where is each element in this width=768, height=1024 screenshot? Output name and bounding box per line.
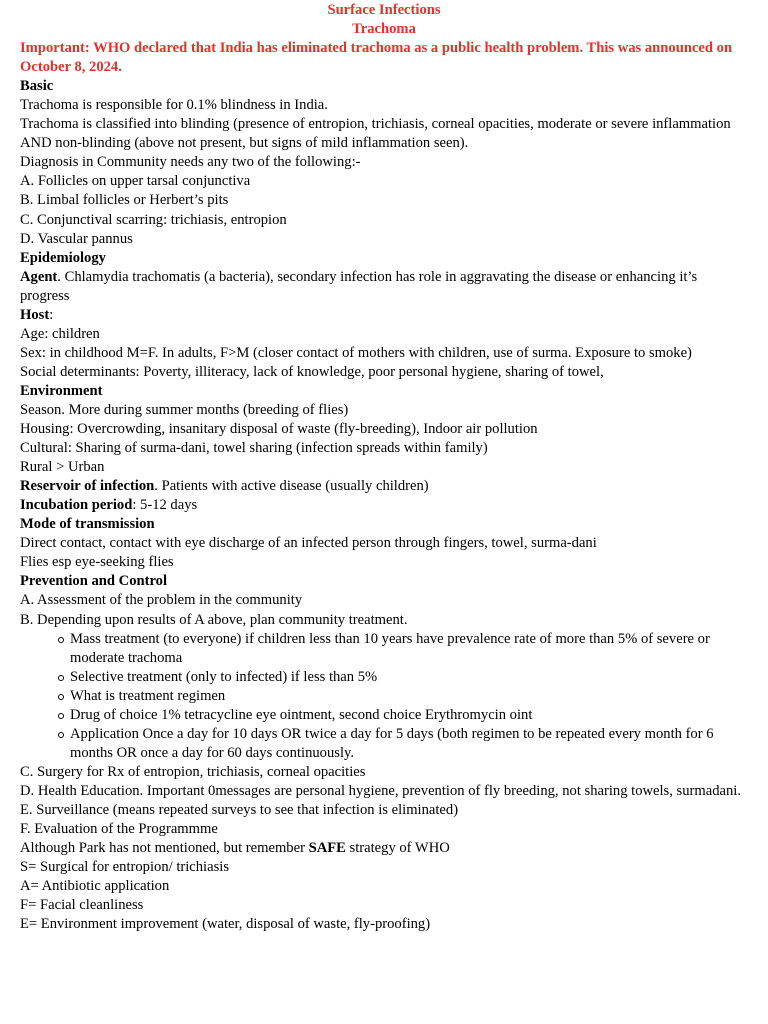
environment-line: Cultural: Sharing of surma-dani, towel sharing (infection spreads within family) <box>20 440 488 457</box>
prevention-line: E. Surveillance (means repeated surveys to see that infection is eliminated) <box>20 801 459 818</box>
safe-line: A= Antibiotic application <box>20 878 170 895</box>
prevention-line: B. Depending upon results of A above, plan community treatment. <box>20 611 408 628</box>
safe-suffix: strategy of WHO <box>345 840 450 857</box>
agent-label: Agent <box>20 268 58 285</box>
list-item: What is treatment regimen <box>70 687 748 706</box>
reservoir-label: Reservoir of infection <box>20 478 155 495</box>
basic-line: C. Conjunctival scarring: trichiasis, entropion <box>20 211 287 228</box>
reservoir-text: . Patients with active disease (usually children) <box>154 478 429 495</box>
transmission-line: Direct contact, contact with eye discharge of an infected person through fingers, towel, surma-dani <box>20 535 597 552</box>
host-line: Social determinants: Poverty, illiteracy, lack of knowledge, poor personal hygiene, sharing of towel, <box>20 363 604 380</box>
prevention-line: C. Surgery for Rx of entropion, trichiasis, corneal opacities <box>20 763 366 780</box>
list-item: Drug of choice 1% tetracycline eye ointment, second choice Erythromycin oint <box>70 706 748 725</box>
environment-line: Season. More during summer months (breeding of flies) <box>20 401 349 418</box>
safe-prefix: Although Park has not mentioned, but remember <box>20 840 309 857</box>
environment-line: Rural > Urban <box>20 459 105 476</box>
safe-line: F= Facial cleanliness <box>20 897 144 914</box>
host-label: Host <box>20 306 50 323</box>
host-suffix: : <box>49 306 54 323</box>
prevention-line: F. Evaluation of the Programmme <box>20 821 218 838</box>
basic-line: Trachoma is responsible for 0.1% blindness in India. <box>20 97 328 114</box>
document-title: Surface Infections <box>327 2 441 18</box>
environment-heading: Environment <box>20 382 103 399</box>
safe-bold: SAFE <box>308 840 346 857</box>
important-notice: Important: WHO declared that India has eliminated trachoma as a public health problem. This was announced on October 8, 2024. <box>20 40 733 76</box>
treatment-bullet-list <box>20 630 748 763</box>
prevention-line: D. Health Education. Important 0messages are personal hygiene, prevention of fly breeding, not sharing towels, surmadani. <box>20 782 741 799</box>
basic-line: D. Vascular pannus <box>20 230 133 247</box>
transmission-line: Flies esp eye-seeking flies <box>20 554 174 571</box>
incubation-text: : 5-12 days <box>132 497 198 514</box>
section-heading-basic: Basic <box>20 78 54 95</box>
host-line: Age: children <box>20 325 100 342</box>
prevention-line: A. Assessment of the problem in the community <box>20 592 303 609</box>
host-line: Sex: in childhood M=F. In adults, F>M (closer contact of mothers with children, use of surma. Exposure to smoke) <box>20 344 692 361</box>
list-item: Mass treatment (to everyone) if children less than 10 years have prevalence rate of more than 5% of severe or moderate trachoma <box>70 630 748 668</box>
safe-line: S= Surgical for entropion/ trichiasis <box>20 859 230 876</box>
document-subtitle: Trachoma <box>352 21 416 38</box>
basic-line: Trachoma is classified into blinding (presence of entropion, trichiasis, corneal opacities, moderate or severe inflammation AND non-blinding (above not present, but signs of mild inflammation seen). <box>20 116 731 152</box>
transmission-heading: Mode of transmission <box>20 516 155 533</box>
environment-line: Housing: Overcrowding, insanitary disposal of waste (fly-breeding), Indoor air pollution <box>20 421 538 438</box>
list-item: Application Once a day for 10 days OR twice a day for 5 days (both regimen to be repeated every month for 6 months OR once a day for 60 days continuously. <box>70 725 748 763</box>
list-item: Selective treatment (only to infected) if less than 5% <box>70 668 748 687</box>
incubation-paragraph <box>20 496 748 515</box>
basic-line: A. Follicles on upper tarsal conjunctiva <box>20 173 251 190</box>
incubation-label: Incubation period <box>20 497 133 514</box>
basic-line: Diagnosis in Community needs any two of the following:- <box>20 154 361 171</box>
safe-intro <box>20 839 748 858</box>
host-heading <box>20 306 748 325</box>
safe-line: E= Environment improvement (water, disposal of waste, fly-proofing) <box>20 916 431 933</box>
agent-paragraph <box>20 268 748 306</box>
section-heading-prevention: Prevention and Control <box>20 573 168 590</box>
document-content <box>20 1 748 934</box>
agent-text: . Chlamydia trachomatis (a bacteria), secondary infection has role in aggravating the disease or enhancing it’s progress <box>20 268 698 304</box>
section-heading-epidemiology: Epidemiology <box>20 249 106 266</box>
reservoir-paragraph <box>20 477 748 496</box>
basic-line: B. Limbal follicles or Herbert’s pits <box>20 192 229 209</box>
